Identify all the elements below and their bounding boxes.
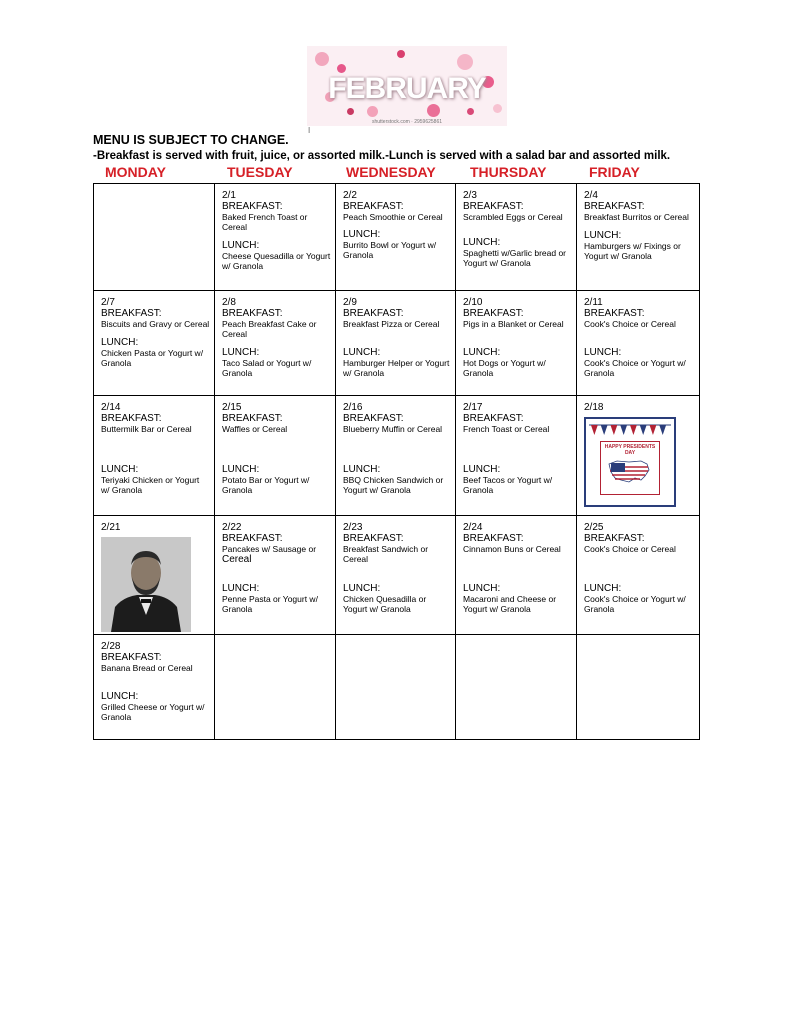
breakfast-label: BREAKFAST: <box>343 201 404 212</box>
breakfast-item: Scrambled Eggs or Cereal <box>463 212 563 222</box>
lunch-label: LUNCH: <box>343 464 381 475</box>
cell-date: 2/25 <box>584 522 604 533</box>
breakfast-label: BREAKFAST: <box>584 201 645 212</box>
day-thursday: THURSDAY <box>470 164 547 180</box>
lunch-item: Cheese Quesadilla or Yogurt w/ Granola <box>222 251 331 271</box>
bunting-graphic <box>589 423 671 437</box>
breakfast-label: BREAKFAST: <box>222 201 283 212</box>
day-cell <box>336 516 456 635</box>
breakfast-item: Pancakes w/ Sausage or <box>222 544 317 554</box>
day-cell <box>336 396 456 516</box>
stray-mark: I <box>308 126 311 135</box>
breakfast-item-cont: Cereal <box>222 554 252 565</box>
lunch-item: Beef Tacos or Yogurt w/ Granola <box>463 475 553 495</box>
cell-date: 2/10 <box>463 297 483 308</box>
lunch-item: Grilled Cheese or Yogurt w/ Granola <box>101 702 205 722</box>
lunch-item: Macaroni and Cheese or Yogurt w/ Granola <box>463 594 557 614</box>
week-row <box>94 396 700 516</box>
presidents-day-text: HAPPY PRESIDENTS DAY <box>604 444 656 456</box>
day-cell <box>336 184 456 291</box>
breakfast-label: BREAKFAST: <box>343 533 404 544</box>
cell-date: 2/28 <box>101 641 121 652</box>
lunch-label: LUNCH: <box>463 237 501 248</box>
cell-date: 2/21 <box>101 522 121 533</box>
lunch-label: LUNCH: <box>584 347 622 358</box>
lunch-item: BBQ Chicken Sandwich or Yogurt w/ Granola <box>343 475 444 495</box>
day-cell <box>94 396 215 516</box>
breakfast-item: Pigs in a Blanket or Cereal <box>463 319 564 329</box>
day-cell <box>456 516 577 635</box>
day-cell <box>215 184 336 291</box>
cell-date: 2/3 <box>463 190 477 201</box>
breakfast-label: BREAKFAST: <box>101 308 162 319</box>
day-wednesday: WEDNESDAY <box>346 164 436 180</box>
lunch-item: Hot Dogs or Yogurt w/ Granola <box>463 358 546 378</box>
breakfast-item: Cook's Choice or Cereal <box>584 319 676 329</box>
cell-date: 2/24 <box>463 522 483 533</box>
lunch-label: LUNCH: <box>222 240 260 251</box>
breakfast-item: Cook's Choice or Cereal <box>584 544 676 554</box>
breakfast-item: French Toast or Cereal <box>463 424 550 434</box>
lunch-label: LUNCH: <box>222 347 260 358</box>
lunch-label: LUNCH: <box>101 691 139 702</box>
breakfast-item: Waffles or Cereal <box>222 424 288 434</box>
day-cell <box>94 516 215 635</box>
day-cell <box>215 396 336 516</box>
breakfast-label: BREAKFAST: <box>584 308 645 319</box>
february-banner <box>307 46 507 126</box>
lunch-item: Cook's Choice or Yogurt w/ Granola <box>584 358 686 378</box>
day-cell <box>577 291 700 396</box>
cell-date: 2/14 <box>101 402 121 413</box>
presidents-day-image <box>584 417 676 507</box>
lunch-item: Penne Pasta or Yogurt w/ Granola <box>222 594 318 614</box>
menu-calendar <box>93 183 700 740</box>
day-cell <box>577 516 700 635</box>
lunch-item: Spaghetti w/Garlic bread or Yogurt w/ Granola <box>463 248 566 268</box>
lunch-item: Burrito Bowl or Yogurt w/ Granola <box>343 240 437 260</box>
lunch-item: Chicken Pasta or Yogurt w/ Granola <box>101 348 204 368</box>
menu-change-notice: MENU IS SUBJECT TO CHANGE. <box>93 133 289 147</box>
lunch-label: LUNCH: <box>584 583 622 594</box>
cell-date: 2/1 <box>222 190 236 201</box>
breakfast-label: BREAKFAST: <box>343 413 404 424</box>
week-row <box>94 291 700 396</box>
breakfast-item: Peach Smoothie or Cereal <box>343 212 443 222</box>
week-row <box>94 184 700 291</box>
breakfast-item: Breakfast Pizza or Cereal <box>343 319 440 329</box>
cell-date: 2/22 <box>222 522 242 533</box>
lunch-item: Taco Salad or Yogurt w/ Granola <box>222 358 312 378</box>
lincoln-portrait <box>101 537 191 632</box>
lunch-label: LUNCH: <box>343 229 381 240</box>
day-cell <box>94 291 215 396</box>
breakfast-item: Blueberry Muffin or Cereal <box>343 424 443 434</box>
day-cell-empty <box>215 635 336 740</box>
lunch-label: LUNCH: <box>343 347 381 358</box>
cell-date: 2/8 <box>222 297 236 308</box>
banner-credit: shutterstock.com · 2959625861 <box>371 119 443 125</box>
breakfast-item: Banana Bread or Cereal <box>101 663 193 673</box>
weekday-header <box>93 164 699 182</box>
breakfast-label: BREAKFAST: <box>101 652 162 663</box>
cell-date: 2/16 <box>343 402 363 413</box>
day-cell <box>577 396 700 516</box>
day-cell <box>215 516 336 635</box>
breakfast-item: Baked French Toast or Cereal <box>222 212 308 232</box>
day-cell <box>336 291 456 396</box>
cell-date: 2/15 <box>222 402 242 413</box>
lunch-label: LUNCH: <box>584 230 622 241</box>
breakfast-item: Biscuits and Gravy or Cereal <box>101 319 210 329</box>
lunch-item: Hamburger Helper or Yogurt w/ Granola <box>343 358 450 378</box>
lunch-label: LUNCH: <box>222 464 260 475</box>
week-row <box>94 635 700 740</box>
lunch-item: Potato Bar or Yogurt w/ Granola <box>222 475 310 495</box>
us-map-flag-graphic <box>607 458 651 486</box>
breakfast-label: BREAKFAST: <box>101 413 162 424</box>
day-friday: FRIDAY <box>589 164 640 180</box>
breakfast-label: BREAKFAST: <box>463 533 524 544</box>
presidents-day-frame <box>600 441 660 495</box>
breakfast-item: Peach Breakfast Cake or Cereal <box>222 319 317 339</box>
day-cell-empty <box>94 184 215 291</box>
day-cell <box>94 635 215 740</box>
breakfast-label: BREAKFAST: <box>222 413 283 424</box>
lunch-label: LUNCH: <box>463 347 501 358</box>
lunch-label: LUNCH: <box>463 464 501 475</box>
lunch-label: LUNCH: <box>101 337 139 348</box>
lunch-item: Cook's Choice or Yogurt w/ Granola <box>584 594 686 614</box>
lunch-label: LUNCH: <box>101 464 139 475</box>
day-cell <box>456 184 577 291</box>
day-cell-empty <box>456 635 577 740</box>
cell-date: 2/17 <box>463 402 483 413</box>
cell-date: 2/9 <box>343 297 357 308</box>
breakfast-label: BREAKFAST: <box>463 413 524 424</box>
cell-date: 2/23 <box>343 522 363 533</box>
breakfast-label: BREAKFAST: <box>463 308 524 319</box>
cell-date: 2/4 <box>584 190 598 201</box>
breakfast-label: BREAKFAST: <box>584 533 645 544</box>
lunch-item: Chicken Quesadilla or Yogurt w/ Granola <box>343 594 427 614</box>
breakfast-item: Buttermilk Bar or Cereal <box>101 424 192 434</box>
breakfast-item: Breakfast Sandwich or Cereal <box>343 544 429 564</box>
breakfast-item: Breakfast Burritos or Cereal <box>584 212 689 222</box>
day-cell <box>456 396 577 516</box>
cell-date: 2/18 <box>584 402 604 413</box>
day-cell <box>215 291 336 396</box>
cell-date: 2/7 <box>101 297 115 308</box>
breakfast-label: BREAKFAST: <box>222 533 283 544</box>
breakfast-item: Cinnamon Buns or Cereal <box>463 544 561 554</box>
lunch-item: Teriyaki Chicken or Yogurt w/ Granola <box>101 475 200 495</box>
cell-date: 2/11 <box>584 297 603 308</box>
day-cell-empty <box>336 635 456 740</box>
day-cell-empty <box>577 635 700 740</box>
lunch-label: LUNCH: <box>222 583 260 594</box>
lunch-label: LUNCH: <box>463 583 501 594</box>
lunch-item: Hamburgers w/ Fixings or Yogurt w/ Granola <box>584 241 681 261</box>
breakfast-label: BREAKFAST: <box>222 308 283 319</box>
day-cell <box>456 291 577 396</box>
day-cell <box>577 184 700 291</box>
breakfast-label: BREAKFAST: <box>463 201 524 212</box>
day-tuesday: TUESDAY <box>227 164 293 180</box>
service-note: -Breakfast is served with fruit, juice, or assorted milk.-Lunch is served with a salad bar and assorted milk. <box>93 150 671 162</box>
day-monday: MONDAY <box>105 164 166 180</box>
banner-title: FEBRUARY <box>328 72 486 105</box>
cell-date: 2/2 <box>343 190 357 201</box>
breakfast-label: BREAKFAST: <box>343 308 404 319</box>
week-row <box>94 516 700 635</box>
lunch-label: LUNCH: <box>343 583 381 594</box>
